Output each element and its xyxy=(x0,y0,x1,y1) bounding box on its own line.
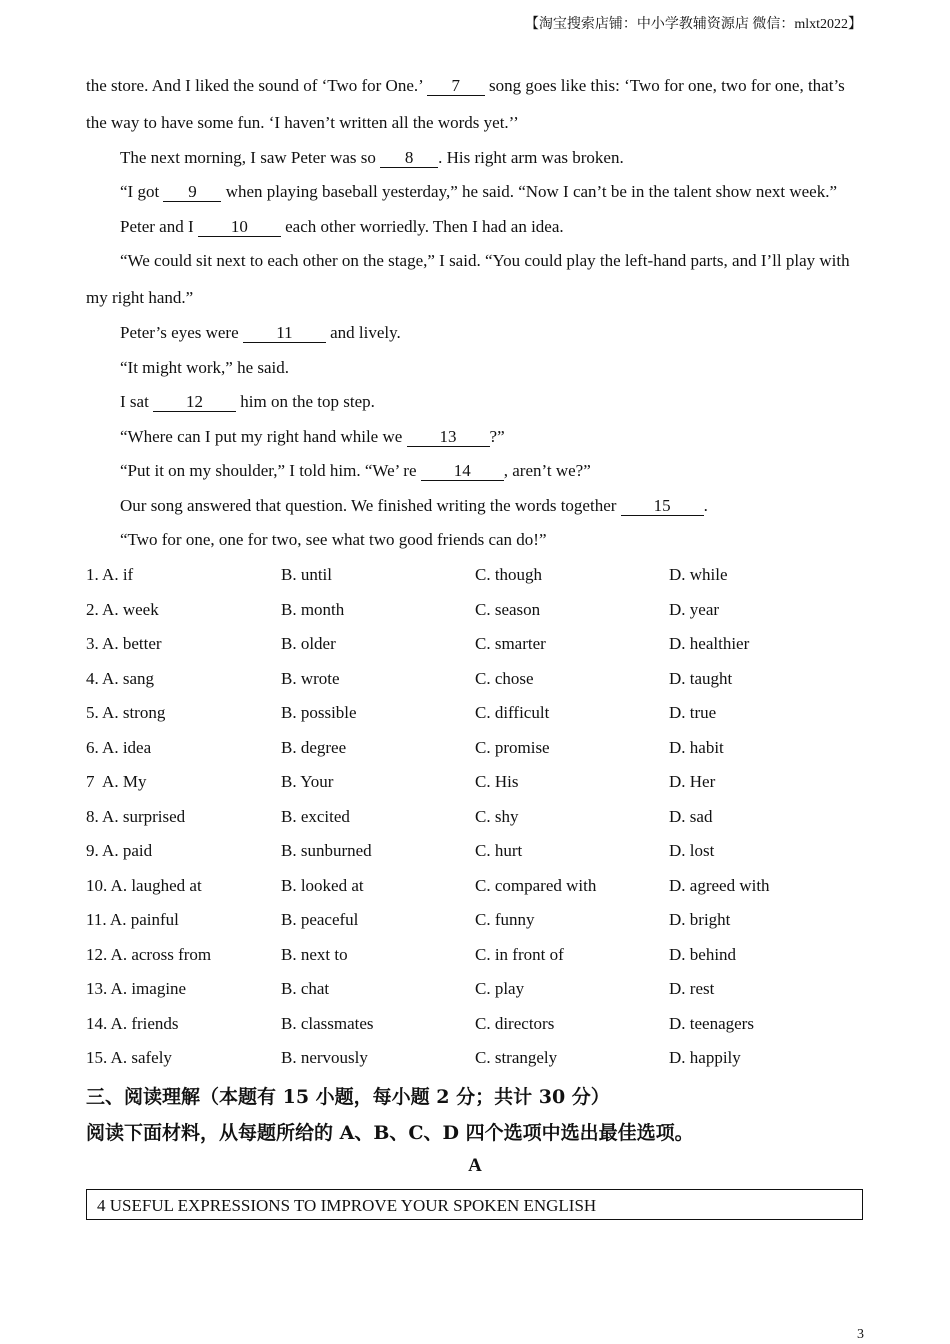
option-13-c: C. play xyxy=(475,979,525,998)
option-15-a: 15. A. safely xyxy=(86,1048,172,1067)
passage-paragraph-2: The next morning, I saw Peter was so 8 . His right arm was broken. xyxy=(120,148,624,167)
option-12-a: 12. A. across from xyxy=(86,945,212,964)
blank-11: 11 xyxy=(243,324,326,343)
passage-paragraph-3: “I got 9 when playing baseball yesterday,” he said. “Now I can’t be in the talent show next week.” xyxy=(120,182,838,201)
option-11-d: D. bright xyxy=(669,910,731,929)
option-14-a: 14. A. friends xyxy=(86,1014,179,1033)
option-7-c: C. His xyxy=(475,772,519,791)
option-15-d: D. happily xyxy=(669,1048,741,1067)
option-3-a: 3. A. better xyxy=(86,634,162,653)
option-11-a: 11. A. painful xyxy=(86,910,179,929)
option-2-b: B. month xyxy=(281,600,345,619)
blank-12: 12 xyxy=(153,393,236,412)
option-13-d: D. rest xyxy=(669,979,715,998)
option-14-d: D. teenagers xyxy=(669,1014,754,1033)
option-6-d: D. habit xyxy=(669,738,724,757)
blank-7: 7 xyxy=(427,77,485,96)
blank-13: 13 xyxy=(407,428,490,447)
blank-8: 8 xyxy=(380,149,438,168)
passage-paragraph-7: “It might work,” he said. xyxy=(120,358,290,377)
passage-paragraph-10: “Put it on my shoulder,” I told him. “We’ re 14 , aren’t we?” xyxy=(120,461,591,480)
passage-paragraph-9: “Where can I put my right hand while we 13 ?” xyxy=(120,427,505,446)
option-14-c: C. directors xyxy=(475,1014,555,1033)
option-14-b: B. classmates xyxy=(281,1014,374,1033)
blank-9: 9 xyxy=(163,183,221,202)
passage-paragraph-8: I sat 12 him on the top step. xyxy=(120,392,375,411)
passage-paragraph-11: Our song answered that question. We finished writing the words together 15 . xyxy=(120,496,708,515)
option-12-d: D. behind xyxy=(669,945,737,964)
option-9-a: 9. A. paid xyxy=(86,841,153,860)
passage-paragraph-1: the store. And I liked the sound of ‘Two for One.’ 7 song goes like this: ‘Two for one, two for one, that’s the way to have some fun. ‘I haven’t written all the words yet.’’ xyxy=(86,76,845,132)
option-10-a: 10. A. laughed at xyxy=(86,876,202,895)
option-10-b: B. looked at xyxy=(281,876,364,895)
option-3-d: D. healthier xyxy=(669,634,750,653)
option-9-d: D. lost xyxy=(669,841,715,860)
passage-paragraph-6: Peter’s eyes were 11 and lively. xyxy=(120,323,401,342)
option-5-c: C. difficult xyxy=(475,703,550,722)
passage-paragraph-5: “We could sit next to each other on the stage,” I said. “You could play the left-hand parts, and I’ll play with my right hand.” xyxy=(86,251,850,307)
part-a-heading: A xyxy=(468,1155,482,1176)
option-7-d: D. Her xyxy=(669,772,716,791)
option-9-b: B. sunburned xyxy=(281,841,372,860)
option-1-c: C. though xyxy=(475,565,543,584)
option-3-c: C. smarter xyxy=(475,634,546,653)
option-1-d: D. while xyxy=(669,565,728,584)
option-10-d: D. agreed with xyxy=(669,876,770,895)
blank-15: 15 xyxy=(621,497,704,516)
option-7-b: B. Your xyxy=(281,772,334,791)
option-4-b: B. wrote xyxy=(281,669,340,688)
option-4-a: 4. A. sang xyxy=(86,669,154,688)
option-11-b: B. peaceful xyxy=(281,910,359,929)
blank-10: 10 xyxy=(198,218,281,237)
option-11-c: C. funny xyxy=(475,910,535,929)
passage-paragraph-12: “Two for one, one for two, see what two good friends can do!” xyxy=(120,530,547,549)
page-header: 【淘宝搜索店铺：中小学教辅资源店 微信：mlxt2022】 xyxy=(524,17,862,32)
section-3-title: 三、阅读理解（本题有 15 小题，每小题 2 分；共计 30 分） xyxy=(86,1086,610,1108)
option-6-b: B. degree xyxy=(281,738,347,757)
option-6-c: C. promise xyxy=(475,738,550,757)
option-7-a: 7 A. My xyxy=(86,772,147,791)
option-8-c: C. shy xyxy=(475,807,519,826)
option-3-b: B. older xyxy=(281,634,336,653)
option-2-a: 2. A. week xyxy=(86,600,159,619)
section-3-instruction: 阅读下面材料，从每题所给的 A、B、C、D 四个选项中选出最佳选项。 xyxy=(86,1122,694,1144)
option-13-b: B. chat xyxy=(281,979,330,998)
option-15-c: C. strangely xyxy=(475,1048,558,1067)
option-1-b: B. until xyxy=(281,565,333,584)
option-5-a: 5. A. strong xyxy=(86,703,166,722)
option-12-b: B. next to xyxy=(281,945,348,964)
option-1-a: 1. A. if xyxy=(86,565,134,584)
passage-a-title-box: 4 USEFUL EXPRESSIONS TO IMPROVE YOUR SPOKEN ENGLISH xyxy=(86,1189,863,1220)
option-15-b: B. nervously xyxy=(281,1048,368,1067)
option-12-c: C. in front of xyxy=(475,945,564,964)
option-5-b: B. possible xyxy=(281,703,357,722)
option-13-a: 13. A. imagine xyxy=(86,979,187,998)
blank-14: 14 xyxy=(421,462,504,481)
option-4-c: C. chose xyxy=(475,669,534,688)
option-10-c: C. compared with xyxy=(475,876,597,895)
option-4-d: D. taught xyxy=(669,669,733,688)
option-8-d: D. sad xyxy=(669,807,713,826)
option-9-c: C. hurt xyxy=(475,841,523,860)
option-2-c: C. season xyxy=(475,600,541,619)
passage-paragraph-4: Peter and I 10 each other worriedly. Then I had an idea. xyxy=(120,217,564,236)
option-6-a: 6. A. idea xyxy=(86,738,152,757)
option-8-b: B. excited xyxy=(281,807,350,826)
option-2-d: D. year xyxy=(669,600,720,619)
option-5-d: D. true xyxy=(669,703,717,722)
option-8-a: 8. A. surprised xyxy=(86,807,186,826)
page-number: 3 xyxy=(857,1327,864,1342)
